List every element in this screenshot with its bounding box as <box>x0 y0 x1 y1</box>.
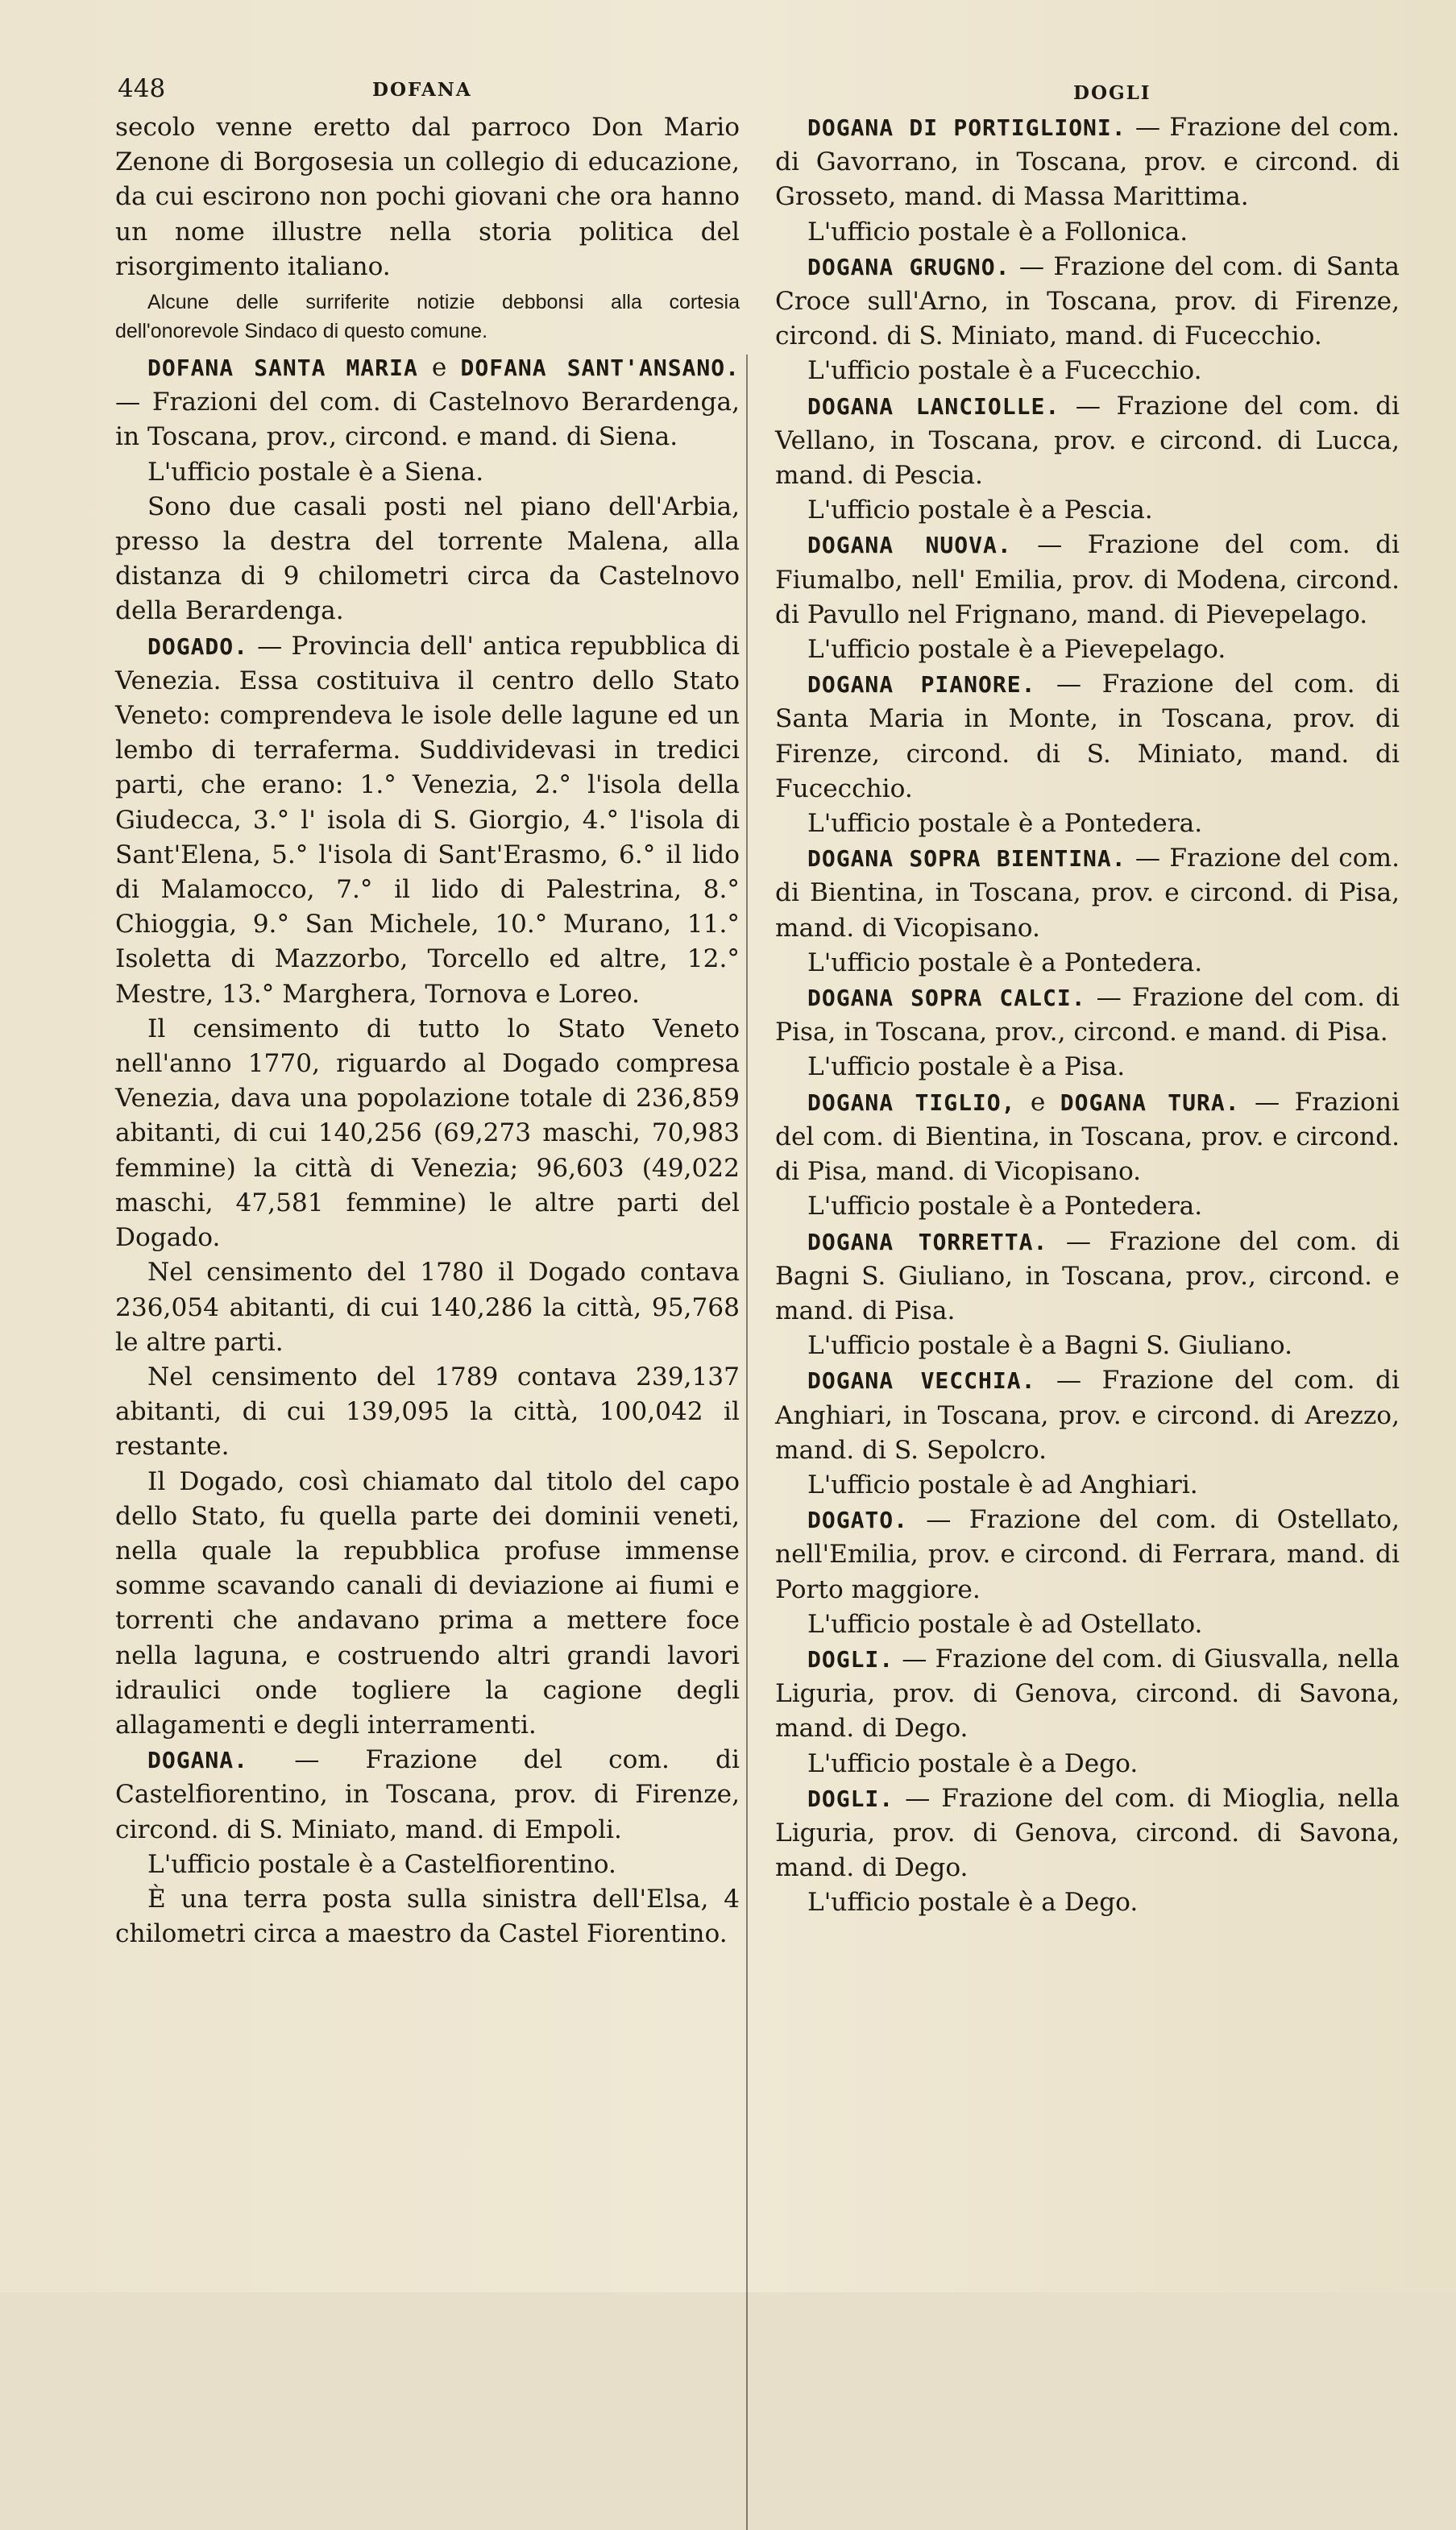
paragraph: L'ufficio postale è a Pisa. <box>807 1052 1126 1082</box>
entry-text: — Frazioni del com. di Bientina, in Toscana, prov. e circond. di Pisa, mand. di Vicopisano. <box>775 1087 1400 1187</box>
entry-text: — Frazione del com. di Bagni S. Giuliano, in Toscana, prov., circond. e mand. di Pisa. <box>775 1226 1400 1325</box>
entry-text: — Frazione del com. di Santa Maria in Monte, in Toscana, prov. di Firenze, circond. di S. Miniato, mand. di Fucecchio. <box>775 670 1400 803</box>
paragraph: Sono due casali posti nel piano dell'Arbia, presso la destra del torrente Malena, alla distanza di 9 chilometri circa da Castelnovo della Berardenga. <box>115 491 740 626</box>
paragraph: L'ufficio postale è a Castelfiorentino. <box>147 1849 616 1879</box>
paragraph: L'ufficio postale è a Dego. <box>807 1748 1139 1778</box>
paragraph: L'ufficio postale è a Pontedera. <box>807 1192 1203 1221</box>
paragraph: L'ufficio postale è a Siena. <box>147 457 484 487</box>
entry-dogato <box>775 1503 1400 1607</box>
left-column <box>115 110 740 1951</box>
paragraph: L'ufficio postale è a Bagni S. Giuliano. <box>807 1331 1293 1361</box>
left-running-head: DOFANA <box>372 79 472 101</box>
entry-text: — Frazione del com. di Fiumalbo, nell' Emilia, prov. di Modena, circond. di Pavullo nel Frignano, mand. di Pievepelago. <box>775 530 1400 629</box>
entry-dogana-torretta <box>775 1225 1400 1329</box>
right-column <box>775 110 1400 1921</box>
entry-headword: DOGANA DI PORTIGLIONI. <box>807 114 1126 141</box>
paragraph: L'ufficio postale è a Fucecchio. <box>807 356 1202 386</box>
entry-dogana-lanciolle <box>775 389 1400 494</box>
entry-text: — Frazione del com. di Bientina, in Toscana, prov. e circond. di Pisa, mand. di Vicopisano. <box>775 844 1400 943</box>
paragraph: L'ufficio postale è ad Anghiari. <box>807 1470 1198 1499</box>
entry-headword: DOFANA SANTA MARIA <box>147 355 418 382</box>
entry-dofana-santa-maria <box>115 350 740 455</box>
entry-headword: DOGANA. <box>147 1747 249 1774</box>
paragraph: L'ufficio postale è a Pontedera. <box>807 809 1203 839</box>
entry-dogli-mioglia <box>775 1781 1400 1886</box>
entry-dogana-tiglio <box>775 1085 1400 1190</box>
entry-headword: DOGANA NUOVA. <box>807 532 1012 559</box>
entry-text: — Frazione del com. di Santa Croce sull'Arno, in Toscana, prov. di Firenze, circond. di S. Miniato, mand. di Fucecchio. <box>775 251 1400 351</box>
entry-headword: DOGANA PIANORE. <box>807 671 1036 699</box>
entry-text: — Provincia dell' antica repubblica di Venezia. Essa costituiva il centro dello Stato Veneto: comprendeva le isole delle lagune ed un lembo di terraferma. Suddividevasi in tredici parti, che erano: 1.° Venezia, 2.° l'isola della Giudecca, 3.° l' isola di S. Giorgio, 4.° l'isola di Sant'Elena, 5.° l'isola di Sant'Erasmo, 6.° il lido di Malamocco, 7.° il lido di Palestrina, 8.° Chioggia, 9.° San Michele, 10.° Murano, 11.° Isoletta di Mazzorbo, Torcello ed altre, 12.° Mestre, 13.° Marghera, Tornova e Loreo. <box>115 631 740 1009</box>
entry-headword: DOGLI. <box>807 1785 894 1812</box>
right-running-head: DOGLI <box>1073 82 1151 104</box>
entry-text: — Frazione del com. di Pisa, in Toscana, prov., circond. e mand. di Pisa. <box>775 983 1400 1047</box>
entry-text: — Frazione del com. di Giusvalla, nella Liguria, prov. di Genova, circond. di Savona, mand. di Dego. <box>775 1644 1400 1744</box>
entry-headword: DOGANA SOPRA CALCI. <box>807 985 1086 1012</box>
entry-headword: DOGANA TURA. <box>1060 1089 1240 1116</box>
entry-dogana-nuova <box>775 528 1400 632</box>
entry-dogado <box>115 629 740 1012</box>
entry-text: — Frazione del com. di Gavorrano, in Toscana, prov. e circond. di Grosseto, mand. di Massa Marittima. <box>775 113 1400 212</box>
entry-text: — Frazione del com. di Anghiari, in Toscana, prov. e circond. di Arezzo, mand. di S. Sepolcro. <box>775 1366 1400 1465</box>
entry-headword: DOGANA TORRETTA. <box>807 1228 1048 1255</box>
entry-dogana-sopra-calci <box>775 981 1400 1050</box>
entry-text: — Frazione del com. di Castelfiorentino, in Toscana, prov. di Firenze, circond. di S. Miniato, mand. di Empoli. <box>115 1745 740 1844</box>
paragraph: L'ufficio postale è a Dego. <box>807 1888 1139 1918</box>
paragraph: L'ufficio postale è a Pievepelago. <box>807 635 1226 665</box>
paragraph: L'ufficio postale è a Follonica. <box>807 217 1188 247</box>
entry-dogana-sopra-bientina <box>775 841 1400 946</box>
entry-text: — Frazioni del com. di Castelnovo Berardenga, in Toscana, prov., circond. e mand. di Siena. <box>115 388 740 452</box>
entry-headword: DOGANA SOPRA BIENTINA. <box>807 845 1126 873</box>
paragraph: L'ufficio postale è ad Ostellato. <box>807 1609 1203 1639</box>
entry-connector: e <box>417 353 461 383</box>
entry-headword: DOGATO. <box>807 1507 909 1534</box>
entry-connector: e <box>1015 1087 1060 1117</box>
entry-headword: DOGANA TIGLIO, <box>807 1089 1016 1116</box>
entry-text: — Frazione del com. di Ostellato, nell'Emilia, prov. e circond. di Ferrara, mand. di Porto maggiore. <box>775 1505 1400 1604</box>
entry-headword: DOGANA GRUGNO. <box>807 253 1010 280</box>
paragraph: Il censimento di tutto lo Stato Veneto nell'anno 1770, riguardo al Dogado compresa Venezia, dava una popolazione totale di 236,859 abitanti, di cui 140,256 (69,273 maschi, 70,983 femmine) la città di Venezia; 96,603 (49,022 maschi, 47,581 femmine) le altre parti del Dogado. <box>115 1014 740 1253</box>
entry-dogana <box>115 1743 740 1848</box>
page-number: 448 <box>118 74 166 103</box>
running-head <box>0 74 1456 114</box>
entry-text: — Frazione del com. di Mioglia, nella Liguria, prov. di Genova, circond. di Savona, mand. di Dego. <box>775 1783 1400 1883</box>
entry-text: — Frazione del com. di Vellano, in Toscana, prov. e circond. di Lucca, mand. di Pescia. <box>775 391 1400 491</box>
entry-headword: DOFANA SANT'ANSANO. <box>460 355 740 382</box>
column-divider <box>746 355 748 2530</box>
paragraph: Il Dogado, così chiamato dal titolo del capo dello Stato, fu quella parte dei dominii veneti, nella quale la repubblica profuse immense somme scavando canali di deviazione ai fiumi e torrenti che andavano prima a mettere foce nella laguna, e costruendo altri grandi lavori idraulici onde togliere la cagione degli allagamenti e degli interramenti. <box>115 1466 740 1740</box>
paragraph: L'ufficio postale è a Pescia. <box>807 496 1153 525</box>
entry-dogana-di-portiglioni <box>775 110 1400 215</box>
entry-dogana-grugno <box>775 250 1400 355</box>
entry-headword: DOGADO. <box>147 632 249 660</box>
paragraph: Nel censimento del 1780 il Dogado contava 236,054 abitanti, di cui 140,286 la città, 95,768 le altre parti. <box>115 1258 740 1357</box>
paragraph: Nel censimento del 1789 contava 239,137 abitanti, di cui 139,095 la città, 100,042 il restante. <box>115 1362 740 1462</box>
entry-dogana-vecchia <box>775 1363 1400 1468</box>
paragraph: L'ufficio postale è a Pontedera. <box>807 948 1203 977</box>
entry-headword: DOGANA LANCIOLLE. <box>807 392 1060 420</box>
paragraph: È una terra posta sulla sinistra dell'Elsa, 4 chilometri circa a maestro da Castel Fiorentino. <box>115 1884 740 1949</box>
entry-headword: DOGLI. <box>807 1645 894 1673</box>
entry-dogana-pianore <box>775 667 1400 807</box>
entry-dogli-giusvalla <box>775 1642 1400 1747</box>
paragraph: secolo venne eretto dal parroco Don Mario Zenone di Borgosesia un collegio di educazione, da cui escirono non pochi giovani che ora hanno un nome illustre nella storia politica del risorgimento italiano. <box>115 113 740 281</box>
footnote: Alcune delle surriferite notizie debbonsi alla cortesia dell'onorevole Sindaco di questo comune. <box>115 291 740 343</box>
entry-headword: DOGANA VECCHIA. <box>807 1367 1036 1395</box>
